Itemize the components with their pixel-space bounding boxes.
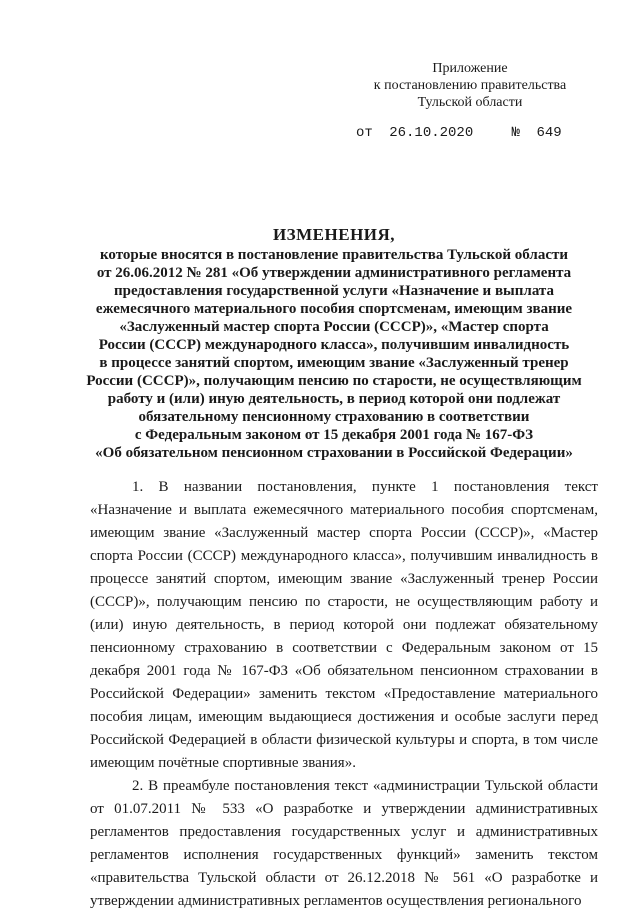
paragraph-1: 1. В названии постановления, пункте 1 постановления текст «Назначение и выплата ежемесячного материального пособия спортсменам, имеющим звание «Заслуженный мастер спорта России (СССР)», «Мастер спорта России (СССР) международного класса», получившим инвалидность в процессе занятий спортом, имеющим звание «Заслуженный тренер России (СССР)», получающим пенсию по старости, не осуществляющим работу и (или) иную деятельность, в период которой они подлежат обязательному пенсионному страхованию в соответствии с Федеральным законом от 15 декабря 2001 года № 167-ФЗ «Об обязательном пенсионном страховании в Российской Федерации» заменить текстом «Предоставление материального пособия лицам, имеющим выдающиеся достижения и особые заслуги перед Российской Федерацией в области физической культуры и спорта, в том числе имеющим почётные спортивные звания». bbox=[90, 479, 598, 771]
annex-line-2: к постановлению правительства bbox=[373, 78, 567, 93]
title-line: которые вносятся в постановление правительства Тульской области bbox=[99, 247, 569, 263]
title-line: России (СССР) международного класса», получившим инвалидность bbox=[98, 337, 570, 353]
registration-line bbox=[356, 125, 596, 142]
annex-line-1: Приложение bbox=[432, 61, 508, 76]
title-line: работу и (или) иную деятельность, в период которой они подлежат bbox=[107, 391, 561, 407]
title-line: «Заслуженный мастер спорта России (СССР)», «Мастер спорта bbox=[119, 319, 549, 335]
registration-number: 649 bbox=[536, 125, 562, 141]
from-label: от bbox=[356, 125, 373, 141]
title-line: России (СССР)», получающим пенсию по старости, не осуществляющим bbox=[86, 373, 582, 389]
title-line: предоставления государственной услуги «Назначение и выплата bbox=[113, 283, 554, 299]
title-line: ежемесячного материального пособия спортсменам, имеющим звание bbox=[95, 301, 573, 317]
title-heading: ИЗМЕНЕНИЯ, bbox=[272, 225, 396, 244]
title-line: обязательному пенсионному страхованию в соответствии bbox=[138, 409, 530, 425]
title-line: «Об обязательном пенсионном страховании в Российской Федерации» bbox=[95, 445, 573, 461]
document-body bbox=[90, 476, 598, 913]
number-label: № bbox=[511, 125, 521, 141]
annex-header bbox=[340, 60, 600, 111]
title-line: от 26.06.2012 № 281 «Об утверждении административного регламента bbox=[96, 265, 572, 281]
paragraph-2: 2. В преамбуле постановления текст «администрации Тульской области от 01.07.2011 № 533 «О разработке и утверждении административных регламентов предоставления государственных услуг и административных регламентов исполнения государственных функций» заменить текстом «правительства Тульской области от 26.12.2018 № 561 «О разработке и утверждении административных регламентов осуществления регионального bbox=[90, 778, 598, 909]
annex-line-3: Тульской области bbox=[417, 95, 523, 110]
document-title bbox=[48, 226, 620, 462]
title-line: с Федеральным законом от 15 декабря 2001 года № 167-ФЗ bbox=[134, 427, 534, 443]
registration-date: 26.10.2020 bbox=[389, 125, 474, 141]
title-line: в процессе занятий спортом, имеющим звание «Заслуженный тренер bbox=[99, 355, 569, 371]
